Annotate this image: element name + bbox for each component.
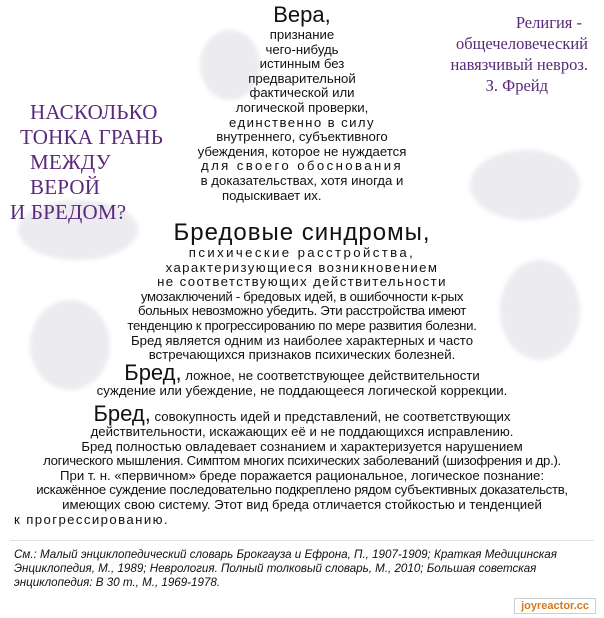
faith-line: признание <box>269 27 335 42</box>
references: См.: Малый энциклопедический словарь Брокгауза и Ефрона, П., 1907-1909; Краткая Медицинская Энциклопедия, М., 1989; Неврология. Полный толковый словарь, М., 2010; Большая советская энциклопедия: В 30 т., М., 1969-1978. <box>14 548 557 589</box>
delusion-1-line: суждение или убеждение, не поддающееся логической коррекции. <box>96 383 508 398</box>
syndromes-line: больных невозможно убедить. Эти расстройства имеют <box>137 303 467 319</box>
delusion-2-line: логического мышления. Симптом многих психических заболеваний (шизофрения и др.). <box>43 453 561 469</box>
syndromes-line: встречающихся признаков психических болезней. <box>148 347 456 363</box>
syndromes-line: умозаключений - бредовых идей, в ошибочности к-рых <box>140 288 464 304</box>
quote-author: З. Фрейд <box>485 76 548 95</box>
faith-line: логической проверки, <box>235 99 369 115</box>
delusion-1-line <box>0 362 604 384</box>
delusion-2-line: Бред полностью овладевает сознанием и характеризуется нарушением <box>81 438 523 454</box>
syndromes-line: психические расстройства, <box>188 245 416 260</box>
delusion-definition-2 <box>0 403 604 527</box>
headline-line: МЕЖДУ ВЕРОЙ <box>30 150 111 199</box>
faith-line: для своего обоснования <box>200 158 404 174</box>
syndromes-line: Бред является одним из наиболее характерных и часто <box>130 332 474 348</box>
quote-line: навязчивый невроз. <box>450 55 588 74</box>
delusion-2-line: имеющих свою систему. Этот вид бреда отличается стойкостью и тенденцией <box>62 496 542 512</box>
faith-line: истинным без <box>259 56 345 72</box>
syndromes-line: не соответствующих действительности <box>157 274 447 290</box>
headline-line: И БРЕДОМ? <box>10 200 127 224</box>
delusion-1-rest: ложное, не соответствующее действительности <box>181 368 480 383</box>
delusion-definition-1 <box>0 362 604 399</box>
faith-line: предварительной <box>248 70 356 86</box>
syndromes-line: тенденцию к прогрессированию по мере развития болезни. <box>127 317 477 333</box>
divider <box>10 540 594 541</box>
quote-line: общечеловеческий <box>455 34 588 53</box>
faith-line: единственно в силу <box>229 114 375 130</box>
faith-line: внутреннего, субъективного <box>216 129 388 145</box>
delusion-2-word: Бред, <box>93 401 151 426</box>
faith-line: убеждения, которое не нуждается <box>197 143 407 159</box>
delusion-2-line: к прогрессированию. <box>14 511 169 527</box>
headline-line: ТОНКА ГРАНЬ <box>20 125 164 149</box>
delusion-2-rest: совокупность идей и представлений, не соответствующих <box>150 409 511 424</box>
faith-line: чего-нибудь <box>265 41 339 57</box>
syndromes-line: характеризующиеся возникновением <box>165 259 439 275</box>
delusion-2-line: При т. н. «первичном» бреде поражается рациональное, логическое познание: <box>60 467 544 483</box>
faith-title: Вера, <box>273 2 331 27</box>
delusion-2-line: действительности, искажающих её и не поддающихся исправлению. <box>90 424 514 439</box>
faith-line: подыскивает их. <box>222 187 322 203</box>
delusion-2-line <box>0 403 604 425</box>
headline-line: НАСКОЛЬКО <box>30 100 158 124</box>
delusion-2-line: искажённое суждение последовательно подкреплено рядом субъективных доказательств, <box>36 482 568 498</box>
syndromes-title: Бредовые синдромы, <box>173 219 431 246</box>
watermark: joyreactor.cc <box>514 598 596 614</box>
delusion-1-word: Бред, <box>124 360 182 385</box>
faith-line: в доказательствах, хотя иногда и <box>200 172 404 188</box>
faith-line: фактической или <box>249 85 355 101</box>
syndromes-definition <box>0 220 604 363</box>
faith-definition <box>0 4 604 203</box>
quote-line: Религия - <box>515 13 582 32</box>
